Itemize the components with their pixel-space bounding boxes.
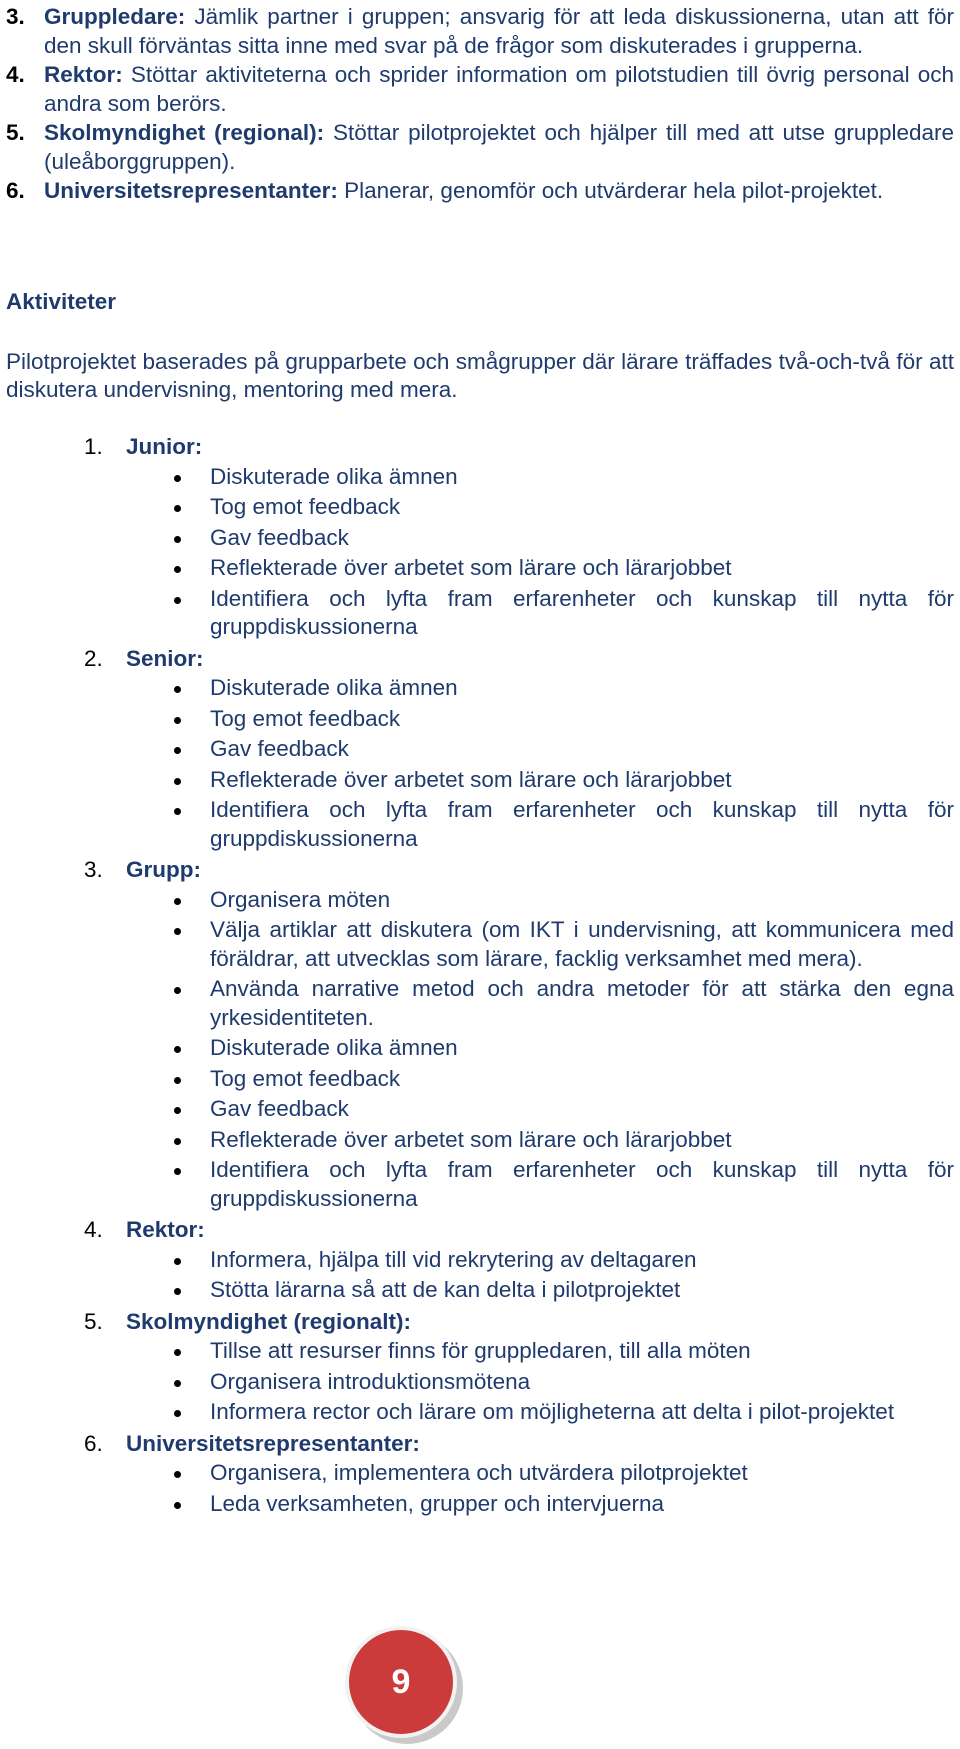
bullet-icon — [174, 1349, 181, 1356]
role-text: Stöttar aktiviteterna och sprider information om pilotstudien till övrig personal och andra som berörs. — [44, 62, 954, 116]
bullet-item — [174, 916, 954, 973]
bullet-text: Identifiera och lyfta fram erfarenheter och kunskap till nytta för gruppdiskussionerna — [210, 585, 954, 639]
bullet-item — [174, 766, 954, 795]
page-number: 9 — [345, 1626, 457, 1738]
bullet-item — [174, 554, 954, 583]
bullet-item — [174, 1276, 954, 1305]
bullet-item — [174, 1156, 954, 1213]
bullet-icon — [174, 898, 181, 905]
bullet-text: Diskuterade olika ämnen — [210, 675, 458, 700]
bullet-text: Gav feedback — [210, 1096, 349, 1121]
group-number: 6. — [84, 1430, 103, 1456]
bullet-icon — [174, 987, 181, 994]
role-number: 4. — [6, 62, 25, 87]
group-bullet-list — [174, 1459, 954, 1518]
bullet-icon — [174, 1410, 181, 1417]
bullet-text: Tillse att resurser finns för gruppledaren, till alla möten — [210, 1338, 751, 1363]
role-item — [6, 2, 954, 60]
bullet-text: Reflekterade över arbetet som lärare och lärarjobbet — [210, 555, 732, 580]
bullet-icon — [174, 1288, 181, 1295]
group-title — [84, 1307, 954, 1338]
bullet-item — [174, 1337, 954, 1366]
group-label: Senior: — [126, 645, 204, 671]
bullet-text: Gav feedback — [210, 524, 349, 550]
bullet-icon — [174, 717, 181, 724]
bullet-text: Identifiera och lyfta fram erfarenheter och kunskap till nytta för gruppdiskussionerna — [210, 1157, 954, 1211]
bullet-text: Identifiera och lyfta fram erfarenheter och kunskap till nytta för gruppdiskussionerna — [210, 797, 954, 851]
bullet-icon — [174, 597, 181, 604]
role-label: Skolmyndighet (regional): — [44, 120, 325, 145]
bullet-text: Använda narrative metod och andra metoder för att stärka den egna yrkesidentiteten. — [210, 976, 954, 1030]
group-label: Rektor: — [126, 1217, 205, 1242]
bullet-item — [174, 1490, 954, 1519]
role-text: Jämlik partner i gruppen; ansvarig för att leda diskussionerna, utan att för den skull förväntas sitta inne med svar på de frågor som diskuterades i grupperna. — [44, 4, 954, 58]
bullet-item — [174, 1459, 954, 1488]
group-bullet-list — [174, 886, 954, 1214]
bullet-icon — [174, 536, 181, 543]
bullet-text: Reflekterade över arbetet som lärare och lärarjobbet — [210, 1126, 732, 1152]
role-item — [6, 60, 954, 118]
bullet-item — [174, 463, 954, 492]
activities-heading: Aktiviteter — [6, 289, 117, 314]
bullet-item — [174, 975, 954, 1032]
bullet-item — [174, 796, 954, 853]
group-title — [84, 1429, 954, 1460]
bullet-text: Diskuterade olika ämnen — [210, 463, 458, 489]
group-bullet-list — [174, 674, 954, 853]
group-bullet-list — [174, 463, 954, 642]
bullet-text: Tog emot feedback — [210, 705, 401, 731]
group-number: 2. — [84, 645, 103, 671]
group-title — [84, 432, 954, 463]
role-item — [6, 118, 954, 176]
roles-list — [6, 2, 954, 205]
bullet-icon — [174, 686, 181, 693]
bullet-item — [174, 1095, 954, 1124]
bullet-item — [174, 1126, 954, 1155]
group-number: 4. — [84, 1217, 103, 1242]
bullet-text: Välja artiklar att diskutera (om IKT i undervisning, att kommunicera med föräldrar, att utvecklas som lärare, facklig verksamhet med mera). — [210, 917, 954, 971]
bullet-text: Informera, hjälpa till vid rekrytering av deltagaren — [210, 1246, 697, 1272]
bullet-icon — [174, 1077, 181, 1084]
bullet-item — [174, 1034, 954, 1063]
activities-list — [84, 432, 954, 1520]
role-number: 5. — [6, 120, 25, 145]
bullet-item — [174, 1246, 954, 1275]
bullet-item — [174, 1065, 954, 1094]
bullet-item — [174, 524, 954, 553]
role-label: Gruppledare: — [44, 4, 186, 29]
role-number: 6. — [6, 178, 25, 203]
group-label: Skolmyndighet (regionalt): — [126, 1308, 412, 1334]
role-number: 3. — [6, 4, 25, 29]
bullet-icon — [174, 1502, 181, 1509]
bullet-text: Diskuterade olika ämnen — [210, 1035, 458, 1060]
bullet-text: Organisera möten — [210, 886, 391, 912]
bullet-text: Reflekterade över arbetet som lärare och lärarjobbet — [210, 766, 732, 792]
bullet-icon — [174, 1380, 181, 1387]
bullet-icon — [174, 778, 181, 785]
group-title — [84, 855, 954, 886]
group-label: Universitetsrepresentanter: — [126, 1430, 420, 1456]
bullet-icon — [174, 475, 181, 482]
role-text: Planerar, genomför och utvärderar hela pilot-projektet. — [337, 178, 884, 203]
group-label: Grupp: — [126, 857, 201, 882]
bullet-text: Leda verksamheten, grupper och intervjuerna — [210, 1490, 665, 1516]
bullet-text: Stötta lärarna så att de kan delta i pilotprojektet — [210, 1277, 681, 1302]
group-title — [84, 644, 954, 675]
group-label: Junior: — [126, 434, 203, 459]
bullet-item — [174, 705, 954, 734]
bullet-text: Tog emot feedback — [210, 494, 401, 519]
bullet-icon — [174, 1168, 181, 1175]
bullet-icon — [174, 1258, 181, 1265]
intro-paragraph: Pilotprojektet baserades på grupparbete och smågrupper där lärare träffades två-och-två för att diskutera undervisning, mentoring med mera. — [6, 349, 954, 402]
bullet-icon — [174, 808, 181, 815]
bullet-text: Informera rector och lärare om möjligheterna att delta i pilot-projektet — [210, 1399, 895, 1424]
role-text: Stöttar pilotprojektet och hjälper till med att utse gruppledare (uleåborggruppen). — [44, 120, 954, 174]
bullet-icon — [174, 1046, 181, 1053]
bullet-icon — [174, 1138, 181, 1145]
group-number: 3. — [84, 857, 103, 882]
group-title — [84, 1215, 954, 1246]
bullet-icon — [174, 1471, 181, 1478]
role-label: Rektor: — [44, 62, 123, 87]
bullet-text: Tog emot feedback — [210, 1065, 401, 1091]
role-label: Universitetsrepresentanter: — [44, 178, 338, 203]
bullet-item — [174, 674, 954, 703]
role-item — [6, 176, 954, 205]
bullet-text: Organisera, implementera och utvärdera pilotprojektet — [210, 1460, 748, 1485]
page-number-badge — [343, 1624, 467, 1748]
bullet-icon — [174, 928, 181, 935]
bullet-item — [174, 1398, 954, 1427]
group-number: 1. — [84, 434, 103, 459]
group-bullet-list — [174, 1337, 954, 1427]
bullet-icon — [174, 566, 181, 573]
group-number: 5. — [84, 1308, 103, 1334]
bullet-item — [174, 493, 954, 522]
bullet-item — [174, 735, 954, 764]
bullet-item — [174, 1368, 954, 1397]
bullet-text: Gav feedback — [210, 736, 349, 761]
bullet-text: Organisera introduktionsmötena — [210, 1368, 531, 1394]
bullet-icon — [174, 1107, 181, 1114]
bullet-item — [174, 585, 954, 642]
group-bullet-list — [174, 1246, 954, 1305]
bullet-icon — [174, 505, 181, 512]
bullet-icon — [174, 747, 181, 754]
bullet-item — [174, 886, 954, 915]
